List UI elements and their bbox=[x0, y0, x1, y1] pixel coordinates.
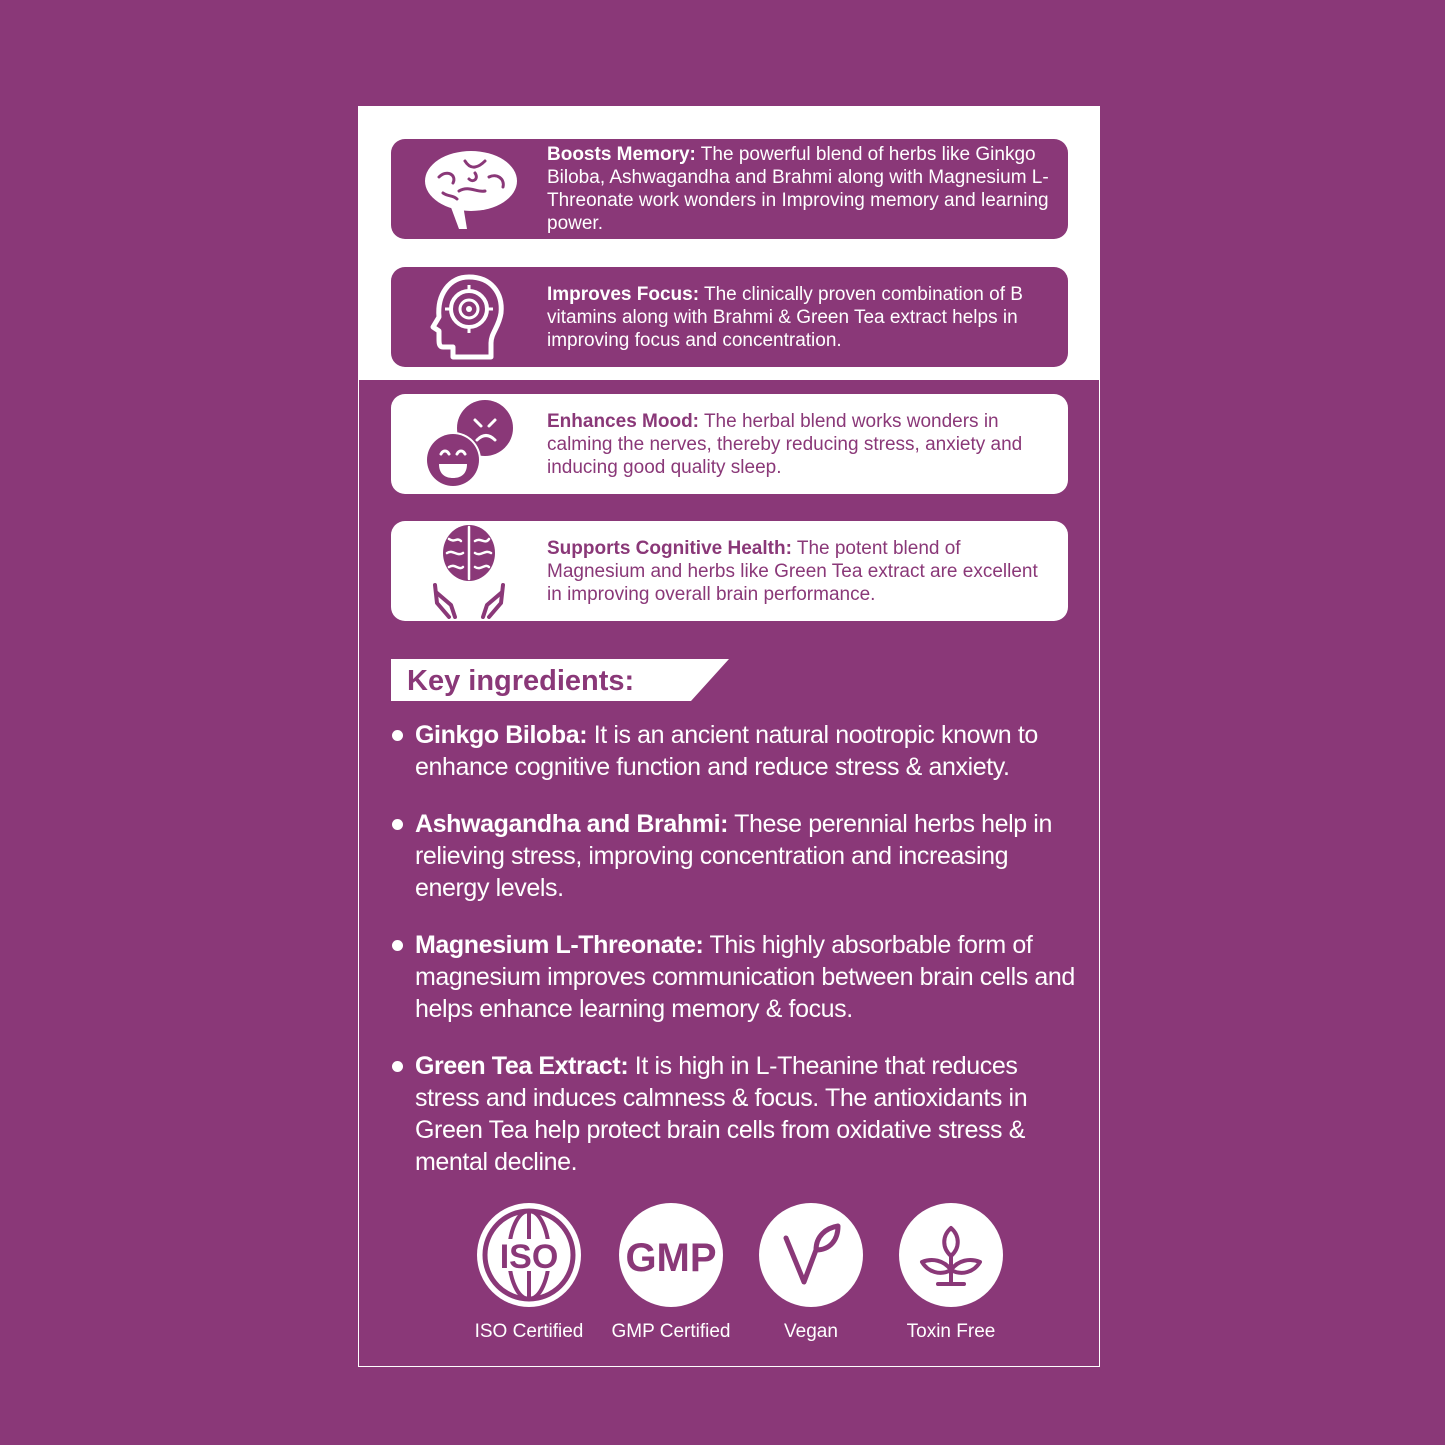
iso-globe-icon bbox=[477, 1203, 581, 1307]
badge-label: ISO Certified bbox=[474, 1321, 584, 1342]
ingredient-name: Ashwagandha and Brahmi: bbox=[415, 810, 729, 838]
iso-mark: ISO bbox=[499, 1238, 559, 1276]
list-item bbox=[389, 719, 1079, 783]
badge-label: GMP Certified bbox=[611, 1321, 731, 1342]
badge-label: Toxin Free bbox=[906, 1321, 996, 1342]
vegan-leaf-icon bbox=[759, 1203, 863, 1307]
brain-hands-icon bbox=[391, 521, 547, 621]
badge-toxin-free bbox=[881, 1203, 1021, 1343]
benefit-text: The clinically proven combination of B vitamins along with Brahmi & Green Tea extract helps in improving focus and concentration. bbox=[547, 283, 1023, 351]
ingredient-name: Green Tea Extract: bbox=[415, 1052, 629, 1080]
ingredient-name: Ginkgo Biloba: bbox=[415, 721, 588, 749]
bullet-icon bbox=[392, 940, 403, 951]
badge-iso bbox=[459, 1203, 599, 1343]
gmp-icon bbox=[619, 1203, 723, 1307]
benefit-text: The powerful blend of herbs like Ginkgo Biloba, Ashwagandha and Brahmi along with Magnesium L-Threonate work wonders in Improving memory and learning power. bbox=[547, 144, 1049, 234]
benefit-text: The potent blend of Magnesium and herbs like Green Tea extract are excellent in improving overall brain performance. bbox=[547, 537, 1038, 605]
product-info-panel bbox=[358, 106, 1100, 1367]
benefit-card-focus bbox=[391, 267, 1068, 367]
benefit-title: Improves Focus: bbox=[547, 283, 700, 305]
badge-vegan bbox=[741, 1203, 881, 1343]
benefit-card-cognitive bbox=[391, 521, 1068, 621]
benefit-title: Enhances Mood: bbox=[547, 410, 700, 432]
certification-badges bbox=[459, 1203, 1019, 1353]
focus-head-icon bbox=[391, 267, 547, 367]
benefit-title: Supports Cognitive Health: bbox=[547, 537, 792, 559]
bullet-icon bbox=[392, 1061, 403, 1072]
badge-label: Vegan bbox=[784, 1321, 838, 1342]
list-item bbox=[389, 929, 1079, 1025]
list-item bbox=[389, 1050, 1079, 1178]
benefit-title: Boosts Memory: bbox=[547, 144, 696, 165]
list-item bbox=[389, 808, 1079, 904]
ingredient-text: It is an ancient natural nootropic known to enhance cognitive function and reduce stress & anxiety. bbox=[415, 721, 1038, 781]
ingredients-list bbox=[389, 719, 1079, 1203]
badge-gmp bbox=[601, 1203, 741, 1343]
mood-faces-icon bbox=[391, 394, 547, 494]
benefit-card-memory bbox=[391, 139, 1068, 239]
ingredient-text: This highly absorbable form of magnesium improves communication between brain cells and helps enhance learning memory & focus. bbox=[415, 931, 1075, 1023]
bullet-icon bbox=[392, 730, 403, 741]
ingredient-name: Magnesium L-Threonate: bbox=[415, 931, 704, 959]
gmp-mark: GMP bbox=[625, 1236, 717, 1280]
bullet-icon bbox=[392, 819, 403, 830]
plant-icon bbox=[899, 1203, 1003, 1307]
brain-icon bbox=[391, 139, 547, 239]
key-ingredients-heading bbox=[391, 659, 729, 701]
benefit-text: The herbal blend works wonders in calming the nerves, thereby reducing stress, anxiety and inducing good quality sleep. bbox=[547, 410, 1023, 478]
ingredient-text: These perennial herbs help in relieving stress, improving concentration and increasing energy levels. bbox=[415, 810, 1052, 902]
ingredient-text: It is high in L-Theanine that reduces stress and induces calmness & focus. The antioxidants in Green Tea help protect brain cells from oxidative stress & mental decline. bbox=[415, 1052, 1028, 1176]
key-ingredients-title: Key ingredients: bbox=[407, 665, 635, 697]
benefit-card-mood bbox=[391, 394, 1068, 494]
